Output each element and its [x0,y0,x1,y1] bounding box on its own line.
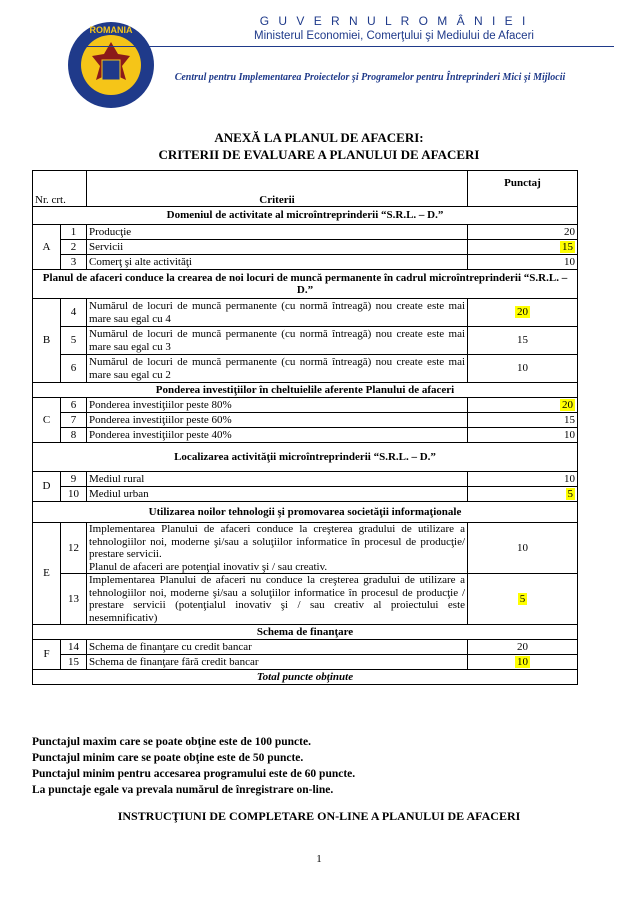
score-value-highlighted: 5 [567,487,574,500]
table-row [33,327,578,355]
row-number: 1 [61,225,87,240]
score-value: 10 [564,255,576,268]
score-cell [468,355,578,383]
criteria-table [32,170,578,685]
criterion-text: Ponderea investiţiilor peste 40% [87,428,468,443]
score-cell [468,398,578,413]
score-cell [468,523,578,574]
page-number: 1 [316,853,322,865]
criterion-text-note: Planul de afaceri are potenţial inovativ şi / sau creativ. [89,560,328,573]
criterion-text: Schema de finanţare fără credit bancar [87,655,468,670]
criterion-text: Schema de finanţare cu credit bancar [87,640,468,655]
section-title: Localizarea activităţii microîntreprinderii “S.R.L. – D.” [33,443,578,472]
row-number: 14 [61,640,87,655]
criterion-text: Comerţ şi alte activităţi [87,255,468,270]
section-title: Ponderea investiţiilor în cheltuielile aferente Planului de afaceri [33,383,578,398]
section-letter: B [33,299,61,383]
score-cell [468,299,578,327]
header-ministry: Ministerul Economiei, Comerţului şi Mediului de Afaceri [254,30,534,42]
row-number: 8 [61,428,87,443]
table-row [33,487,578,502]
score-value: 20 [564,225,576,238]
score-value-highlighted: 20 [517,306,529,319]
score-cell [468,240,578,255]
row-number: 7 [61,413,87,428]
header-punctaj: Punctaj [468,171,578,207]
criterion-text: Producţie [87,225,468,240]
table-row [33,355,578,383]
section-letter: D [33,472,61,502]
section-title: Schema de finanţare [33,625,578,640]
section-letter: C [33,398,61,443]
note-threshold: Punctajul minim pentru accesarea programului este de 60 puncte. [32,768,356,780]
criterion-text: Ponderea investiţiilor peste 80% [87,398,468,413]
criterion-text: Ponderea investiţiilor peste 60% [87,413,468,428]
table-row [33,299,578,327]
note-max: Punctajul maxim care se poate obţine este de 100 puncte. [32,736,311,748]
score-cell [468,327,578,355]
criterion-text: Mediul urban [87,487,468,502]
score-cell [468,255,578,270]
score-cell [468,574,578,625]
score-value: 10 [564,428,576,441]
score-cell [468,655,578,670]
table-row [33,472,578,487]
row-number: 6 [61,355,87,383]
row-number: 2 [61,240,87,255]
criterion-text: Implementarea Planului de afaceri nu conduce la creşterea gradului de utilizare a tehnologiilor noi, moderne şi/sau a soluţiilor informatice în procesul de producţie / prestare servicii (potenţialul inovativ şi / sau creativ al proiectului este nesemnificativ) [87,574,468,625]
score-value-highlighted: 10 [517,655,529,668]
table-row [33,428,578,443]
score-cell [468,428,578,443]
table-row [33,225,578,240]
score-value: 10 [564,472,576,485]
score-value-highlighted: 15 [562,240,574,253]
table-row [33,640,578,655]
table-row [33,574,578,625]
row-number: 6 [61,398,87,413]
row-number: 3 [61,255,87,270]
government-logo [66,20,156,110]
logo-text: ROMANIA [89,25,133,35]
criterion-text: Numărul de locuri de muncă permanente (cu normă întreagă) nou create este mai mare sau egal cu 2 [87,355,468,383]
section-letter: E [33,523,61,625]
section-title: Domeniul de activitate al microîntreprinderii “S.R.L. – D.” [33,207,578,225]
row-number: 13 [61,574,87,625]
table-row [33,255,578,270]
criterion-text: Numărul de locuri de muncă permanente (cu normă întreagă) nou create este mai mare sau egal cu 3 [87,327,468,355]
criterion-text: Servicii [87,240,468,255]
row-number: 5 [61,327,87,355]
note-min: Punctajul minim care se poate obţine este de 50 puncte. [32,752,304,764]
page-subtitle: CRITERII DE EVALUARE A PLANULUI DE AFACERI [158,147,480,162]
note-tie: La punctaje egale va prevala numărul de înregistrare on-line. [32,784,334,796]
score-cell [468,472,578,487]
row-number: 9 [61,472,87,487]
score-value: 20 [517,640,529,653]
score-value-highlighted: 5 [519,592,526,605]
score-value: 15 [517,334,529,347]
row-number: 4 [61,299,87,327]
criterion-text: Mediul rural [87,472,468,487]
score-cell [468,225,578,240]
criterion-text [87,523,468,574]
row-number: 12 [61,523,87,574]
table-row [33,523,578,574]
score-cell [468,640,578,655]
score-value: 10 [517,362,529,375]
table-row [33,398,578,413]
section-letter: F [33,640,61,670]
row-number: 15 [61,655,87,670]
score-cell [468,487,578,502]
instructions-title: INSTRUCŢIUNI DE COMPLETARE ON-LINE A PLANULUI DE AFACERI [117,809,521,823]
section-title: Planul de afaceri conduce la crearea de noi locuri de muncă permanente în cadrul microîntreprinderii “S.R.L. – D.” [33,270,578,299]
score-cell [468,413,578,428]
section-letter: A [33,225,61,270]
header-government: G U V E R N U L R O M Â N I E I [259,14,529,28]
header-nr: Nr. crt. [33,171,87,207]
table-row [33,413,578,428]
score-value: 10 [517,541,529,554]
row-number: 10 [61,487,87,502]
score-value-highlighted: 20 [562,398,574,411]
score-value: 15 [564,413,576,426]
page-title: ANEXĂ LA PLANUL DE AFACERI: [214,130,424,145]
table-row [33,655,578,670]
criterion-text-main: Implementarea Planului de afaceri conduce la creşterea gradului de utilizare a tehnologiilor noi, moderne şi/sau a soluţiilor informatice în procesul de producţie/ prestare servicii. [89,523,466,560]
section-title: Utilizarea noilor tehnologii şi promovarea societăţii informaţionale [33,502,578,523]
table-header-row [33,171,578,207]
table-row [33,240,578,255]
header-criterii: Criterii [87,171,468,207]
criterion-text: Numărul de locuri de muncă permanente (cu normă întreagă) nou create este mai mare sau egal cu 4 [87,299,468,327]
header-divider [74,46,614,47]
header-agency: Centrul pentru Implementarea Proiectelor şi Programelor pentru Întreprinderi Mici şi Mijlocii [174,72,566,83]
total-row: Total puncte obţinute [33,670,578,685]
